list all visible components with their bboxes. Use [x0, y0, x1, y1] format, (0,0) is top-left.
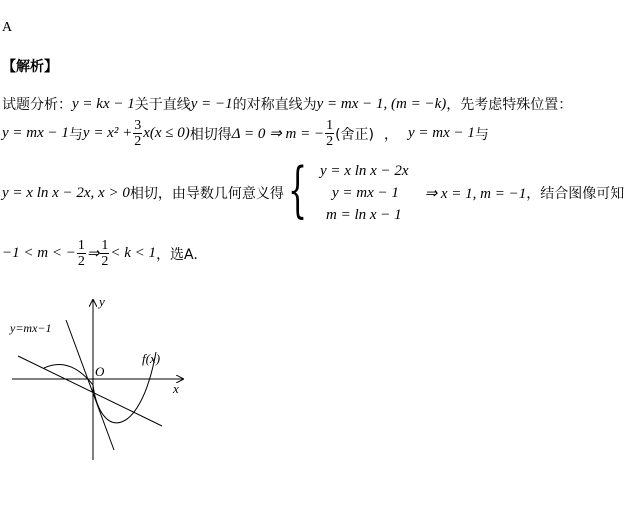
system-row: y = mx − 1 — [332, 185, 399, 201]
line-label: y=mx−1 — [10, 321, 52, 335]
fraction-numerator: 1 — [326, 118, 334, 133]
answer-letter: A — [2, 20, 13, 35]
text-fragment: 与 — [68, 126, 83, 143]
math-symmetric-line: y = mx − 1, (m = −k) — [316, 95, 447, 112]
text-fragment: 的对称直线为 — [232, 97, 317, 113]
fraction-denominator: 2 — [326, 134, 334, 149]
math-curve-eq: y = x ln x − 2x, x > 0 — [2, 184, 130, 201]
x-axis-label: x — [173, 381, 179, 396]
fraction-one-half — [325, 118, 334, 149]
fraction-numerator: 3 — [134, 118, 142, 133]
math-result: ⇒ x = 1, m = −1 — [424, 185, 527, 202]
curve-label: f(x) — [142, 351, 161, 366]
math-k-range: < k < 1 — [110, 245, 157, 261]
analysis-line-1 — [2, 94, 572, 114]
math-line-eq: y = kx − 1 — [72, 95, 135, 112]
math-line-eq: y = mx − 1 — [408, 125, 475, 141]
discard-note: (舍正) — [335, 126, 375, 143]
fraction-numerator: 1 — [77, 238, 85, 253]
fraction-numerator: 1 — [101, 238, 109, 253]
math-discriminant: Δ = 0 ⇒ m = − — [231, 126, 325, 142]
function-graph — [0, 290, 200, 465]
text-fragment: ， — [384, 126, 399, 143]
steep-tangent-line — [66, 320, 114, 450]
left-brace: { — [287, 155, 307, 225]
fraction-denominator: 2 — [101, 254, 109, 269]
section-title: 【解析】 — [2, 59, 58, 75]
system-row: m = ln x − 1 — [326, 207, 402, 223]
text-fragment: 相切，由导数几何意义得 — [129, 186, 284, 202]
text-fragment: ，结合图像可知 — [526, 186, 625, 202]
math-parabola-b: x(x ≤ 0) — [143, 125, 190, 141]
text-fragment: 相切得 — [189, 126, 232, 143]
text-fragment: 与 — [474, 126, 489, 143]
text-fragment: ，选A. — [156, 246, 198, 263]
analysis-prefix: 试题分析： — [2, 97, 72, 113]
fraction-denominator: 2 — [77, 254, 85, 269]
text-fragment: ，先考虑特殊位置： — [446, 97, 573, 113]
fraction-one-half — [100, 238, 109, 269]
origin-label: O — [95, 364, 105, 379]
tangent-line-m-neg1 — [18, 356, 162, 426]
fraction-one-half — [77, 238, 86, 269]
fraction-three-halves — [133, 118, 142, 149]
system-row: y = x ln x − 2x — [320, 163, 409, 179]
text-fragment: 关于直线 — [134, 97, 191, 113]
y-axis-label: y — [99, 294, 105, 309]
math-parabola-a: y = x² + — [82, 125, 133, 141]
analysis-line-3 — [2, 155, 625, 226]
system-rows — [320, 160, 409, 226]
math-axis-eq: y = −1 — [190, 95, 233, 112]
analysis-line-2 — [2, 118, 489, 149]
analysis-line-4 — [2, 238, 198, 269]
math-implies: ⇒ — [86, 246, 100, 262]
parabola-branch — [44, 364, 93, 385]
fraction-denominator: 2 — [134, 134, 142, 149]
equation-system — [287, 155, 409, 226]
math-line-eq: y = mx − 1 — [2, 125, 69, 141]
math-m-range: −1 < m < − — [2, 245, 76, 261]
